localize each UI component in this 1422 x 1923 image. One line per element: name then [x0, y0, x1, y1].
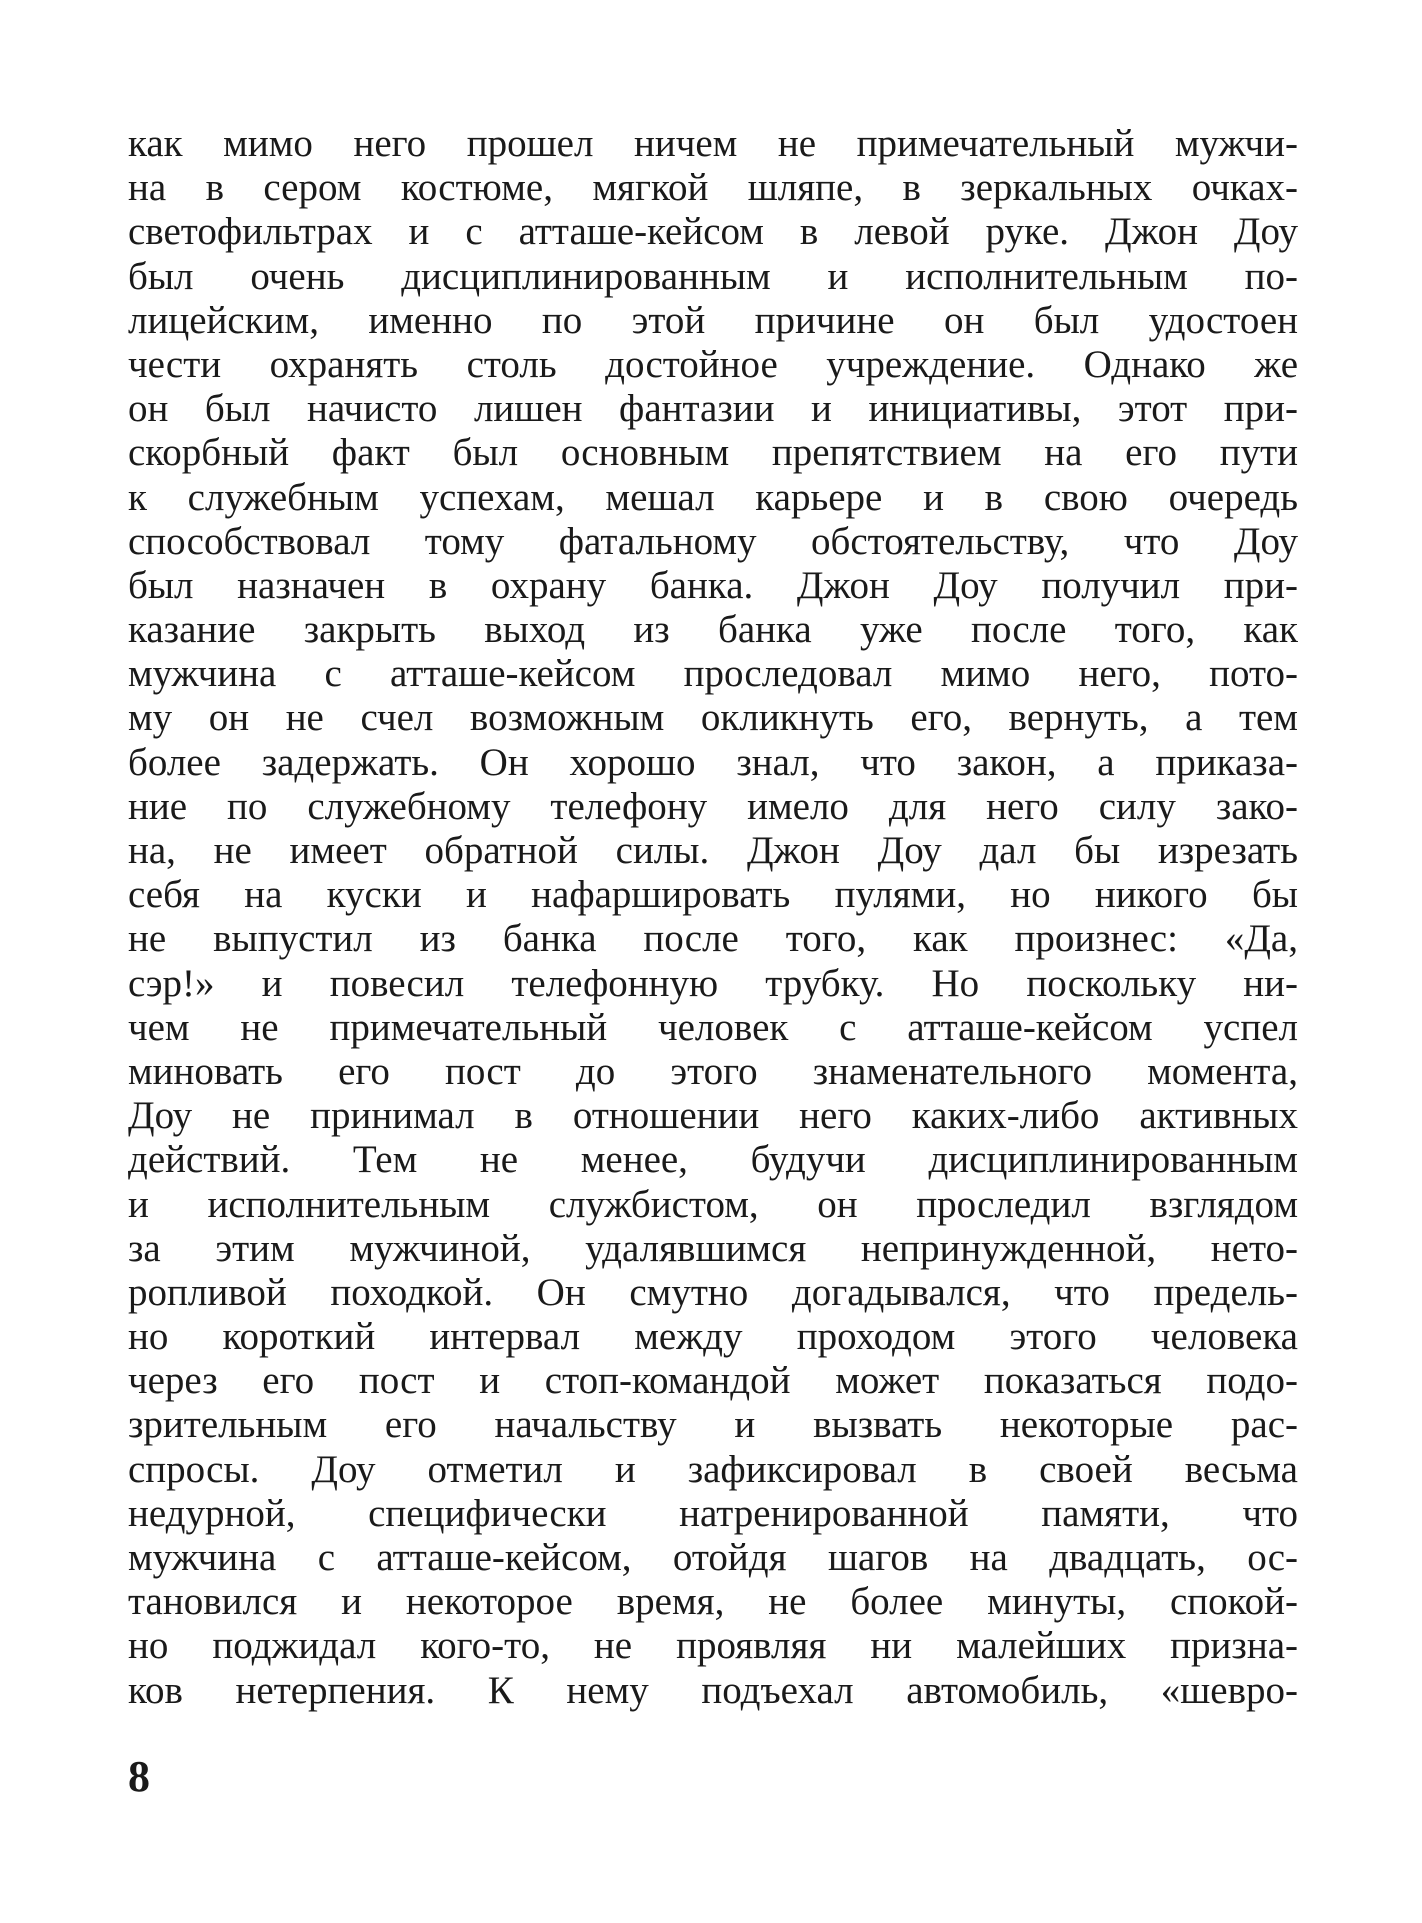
text-line: чести охранять столь достойное учреждение. Однако же — [128, 342, 1298, 386]
page-number: 8 — [128, 1752, 150, 1801]
text-line: миновать его пост до этого знаменательного момента, — [128, 1049, 1298, 1093]
text-line: через его пост и стоп-командой может показаться подо- — [128, 1359, 1298, 1403]
text-line: чем не примечательный человек с атташе-кейсом успел — [128, 1005, 1298, 1049]
text-line: ков нетерпения. К нему подъехал автомобиль, «шевро- — [128, 1668, 1298, 1712]
text-line: действий. Тем не менее, будучи дисциплинированным — [128, 1138, 1298, 1182]
text-line: Доу не принимал в отношении него каких-либо активных — [128, 1094, 1298, 1138]
text-line: более задержать. Он хорошо знал, что закон, а приказа- — [128, 740, 1298, 784]
text-line: был назначен в охрану банка. Джон Доу получил при- — [128, 563, 1298, 607]
text-line: но короткий интервал между проходом этого человека — [128, 1315, 1298, 1359]
text-line: способствовал тому фатальному обстоятельству, что Доу — [128, 519, 1298, 563]
body-text — [128, 122, 1298, 1713]
text-line: зрительным его начальству и вызвать некоторые рас- — [128, 1403, 1298, 1447]
text-line: скорбный факт был основным препятствием на его пути — [128, 431, 1298, 475]
text-line: светофильтрах и с атташе-кейсом в левой руке. Джон Доу — [128, 210, 1298, 254]
text-line: за этим мужчиной, удалявшимся непринужденной, нето- — [128, 1226, 1298, 1270]
text-line: но поджидал кого-то, не проявляя ни малейших призна- — [128, 1624, 1298, 1668]
text-line: ние по служебному телефону имело для него силу зако- — [128, 784, 1298, 828]
text-line: казание закрыть выход из банка уже после того, как — [128, 608, 1298, 652]
text-line: не выпустил из банка после того, как произнес: «Да, — [128, 917, 1298, 961]
text-line: лицейским, именно по этой причине он был удостоен — [128, 298, 1298, 342]
text-line: му он не счел возможным окликнуть его, вернуть, а тем — [128, 696, 1298, 740]
text-line: как мимо него прошел ничем не примечательный мужчи- — [128, 122, 1298, 165]
text-line: к служебным успехам, мешал карьере и в свою очередь — [128, 475, 1298, 519]
text-line: тановился и некоторое время, не более минуты, спокой- — [128, 1580, 1298, 1624]
text-line: сэр!» и повесил телефонную трубку. Но поскольку ни- — [128, 961, 1298, 1005]
text-line: на в сером костюме, мягкой шляпе, в зеркальных очках- — [128, 166, 1298, 210]
text-line: и исполнительным службистом, он проследил взглядом — [128, 1182, 1298, 1226]
text-line: спросы. Доу отметил и зафиксировал в своей весьма — [128, 1447, 1298, 1491]
text-line: ропливой походкой. Он смутно догадывался, что предель- — [128, 1270, 1298, 1314]
text-line: недурной, специфически натренированной памяти, что — [128, 1491, 1298, 1535]
text-line: мужчина с атташе-кейсом проследовал мимо него, пото- — [128, 652, 1298, 696]
text-line: себя на куски и нафаршировать пулями, но никого бы — [128, 873, 1298, 917]
text-line: был очень дисциплинированным и исполнительным по- — [128, 254, 1298, 298]
text-line: на, не имеет обратной силы. Джон Доу дал бы изрезать — [128, 829, 1298, 872]
text-line: он был начисто лишен фантазии и инициативы, этот при- — [128, 387, 1298, 431]
text-line: мужчина с атташе-кейсом, отойдя шагов на двадцать, ос- — [128, 1536, 1298, 1579]
